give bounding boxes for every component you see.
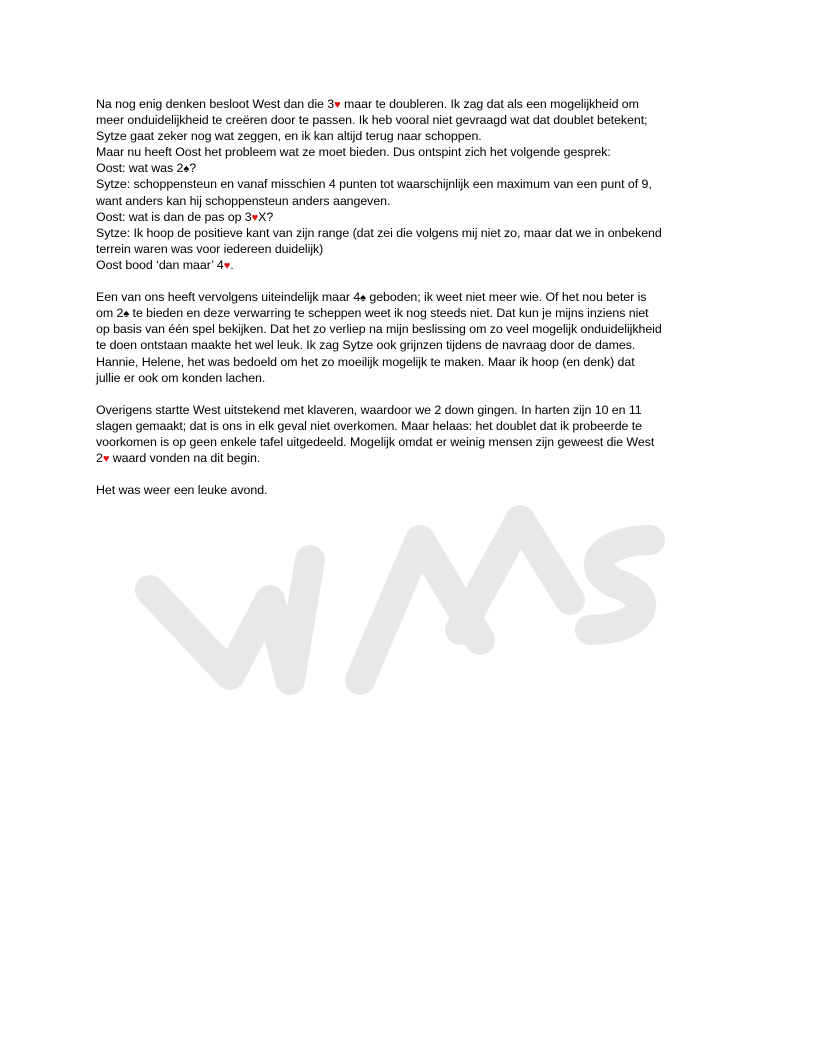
text-line: op basis van één spel bekijken. Dat het zo verliep na mijn beslissing om zo veel mogelijk onduidelijkheid (96, 322, 662, 337)
text-span: Oost: wat was 2 (96, 161, 184, 176)
paragraph (96, 96, 720, 273)
text-line (96, 289, 720, 305)
text-line: Sytze gaat zeker nog wat zeggen, en ik kan altijd terug naar schoppen. (96, 129, 482, 144)
text-line: terrein waren was voor iedereen duidelijk) (96, 241, 324, 256)
heart-icon: ♥ (251, 211, 259, 224)
spade-icon: ♠ (360, 292, 366, 305)
text-line (96, 209, 720, 225)
paragraph (96, 402, 720, 466)
text-line: Overigens startte West uitstekend met klaveren, waardoor we 2 down gingen. In harten zijn 10 en 11 (96, 402, 642, 417)
text-line: meer onduidelijkheid te creëren door te passen. Ik heb vooral niet gevraagd wat dat doublet betekent; (96, 113, 648, 128)
heart-icon: ♥ (334, 99, 341, 111)
text-line: jullie er ook om konden lachen. (96, 370, 266, 385)
text-span: Oost: wat is dan de pas op 3 (96, 209, 252, 224)
text-line: Het was weer een leuke avond. (96, 483, 268, 498)
paragraph-spacer (96, 386, 720, 402)
text-span: geboden; ik weet niet meer wie. Of het nou beter is (365, 290, 647, 305)
text-line (96, 257, 720, 273)
paragraph-spacer (96, 466, 720, 482)
text-line (96, 96, 720, 112)
text-line: voorkomen is op geen enkele tafel uitgedeeld. Mogelijk omdat er weinig mensen zijn geweest die West (96, 434, 655, 449)
text-span: X? (258, 209, 274, 224)
text-span: 2 (96, 451, 103, 466)
text-line (96, 160, 720, 176)
paragraph (96, 482, 720, 498)
text-line: Hannie, Helene, het was bedoeld om het zo moeilijk mogelijk te maken. Maar ik hoop (en denk) dat (96, 354, 635, 369)
text-line: want anders kan hij schoppensteun anders aangeven. (96, 193, 391, 208)
paragraph (96, 289, 720, 386)
text-span: . (230, 257, 234, 272)
heart-icon: ♥ (223, 259, 231, 272)
text-span: ? (189, 161, 197, 176)
text-line (96, 450, 720, 466)
text-span: Na nog enig denken besloot West dan die 3 (96, 97, 335, 111)
text-span: om 2 (96, 306, 124, 321)
text-span: te bieden en deze verwarring te scheppen weet ik nog steeds niet. Dat kun je mijns inziens niet (129, 306, 649, 321)
text-span: maar te doubleren. Ik zag dat als een mogelijkheid om (340, 97, 639, 111)
text-line: Maar nu heeft Oost het probleem wat ze moet bieden. Dus ontspint zich het volgende gesprek: (96, 145, 611, 160)
text-line (96, 305, 720, 321)
heart-icon: ♥ (102, 453, 110, 466)
spade-icon: ♠ (183, 163, 190, 176)
text-line: te doen ontstaan maakte het wel leuk. Ik zag Sytze ook grijnzen tijdens de navraag door de dames. (96, 338, 636, 353)
text-line: slagen gemaakt; dat is ons in elk geval niet overkomen. Maar helaas: het doublet dat ik probeerde te (96, 418, 643, 433)
text-line: Sytze: schoppensteun en vanaf misschien 4 punten tot waarschijnlijk een maximum van een punt of 9, (96, 177, 652, 192)
spade-icon: ♠ (123, 308, 130, 321)
document-body (96, 96, 720, 498)
text-line: Sytze: Ik hoop de positieve kant van zijn range (dat zei die volgens mij niet zo, maar dat we in onbekend (96, 225, 662, 240)
text-span: Een van ons heeft vervolgens uiteindelijk maar 4 (96, 290, 361, 305)
paragraph-spacer (96, 273, 720, 289)
text-span: Oost bood ‘dan maar’ 4 (96, 257, 224, 272)
text-span: waard vonden na dit begin. (109, 451, 261, 466)
wps-watermark-logo (120, 480, 680, 710)
